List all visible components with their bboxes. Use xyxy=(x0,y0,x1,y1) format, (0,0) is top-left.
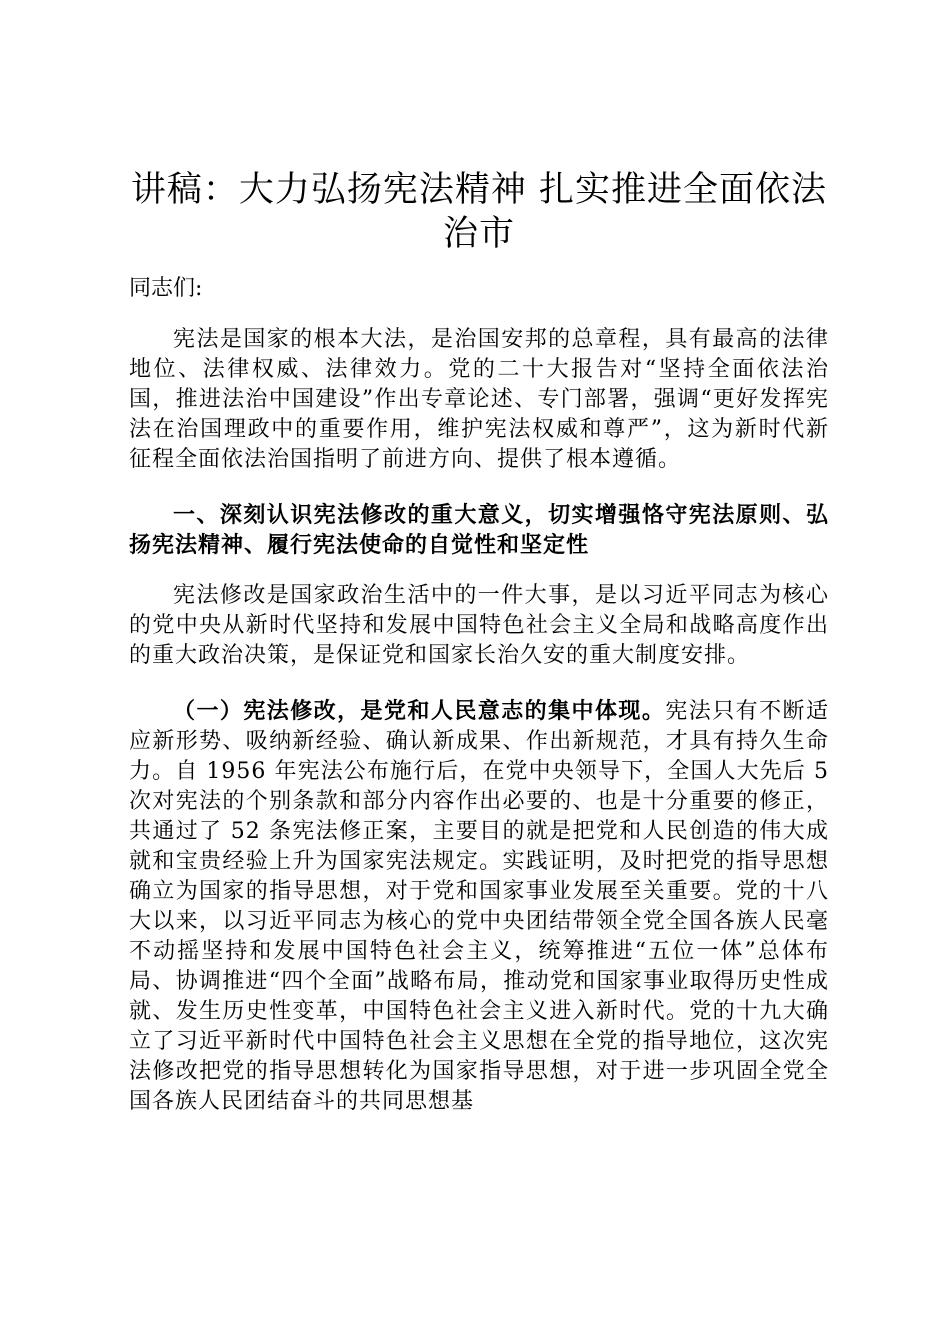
document-title: 讲稿：大力弘扬宪法精神 扎实推进全面依法治市 xyxy=(130,170,828,254)
section-1-paragraph: 宪法修改是国家政治生活中的一件大事，是以习近平同志为核心的党中央从新时代坚持和发展中国特色社会主义全局和战略高度作出的重大政治决策，是保证党和国家长治久安的重大制度安排。 xyxy=(129,583,829,668)
subsection-1-body: 宪法只有不断适应新形势、吸纳新经验、确认新成果、作出新规范，才具有持久生命力。自 1956 年宪法公布施行后，在党中央领导下，全国人大先后 5 次对宪法的个别条款和部分内容作出必要的、也是十分重要的修正，共通过了 52 条宪法修正案，主要目的就是把党和人民创造的伟大成就和宝贵经验上升为国家宪法规定。实践证明，及时把党的指导思想确立为国家的指导思想，对于党和国家事业发展至关重要。党的十八大以来，以习近平同志为核心的党中央团结带领全党全国各族人民毫不动摇坚持和发展中国特色社会主义，统筹推进“五位一体”总体布局、协调推进“四个全面”战略布局，推动党和国家事业取得历史性成就、发生历史性变革，中国特色社会主义进入新时代。党的十九大确立了习近平新时代中国特色社会主义思想在全党的指导地位，这次宪法修改把党的指导思想转化为国家指导思想，对于进一步巩固全党全国各族人民团结奋斗的共同思想基 xyxy=(129,699,829,1114)
subsection-1-lead: （一）宪法修改，是党和人民意志的集中体现。 xyxy=(173,698,666,724)
salutation: 同志们: xyxy=(129,276,203,301)
subsection-1-paragraph xyxy=(129,696,829,1117)
intro-paragraph: 宪法是国家的根本大法，是治国安邦的总章程，具有最高的法律地位、法律权威、法律效力。党的二十大报告对“坚持全面依法治国，推进法治中国建设”作出专章论述、专门部署，强调“更好发挥宪法在治国理政中的重要作用，维护宪法权威和尊严”，这为新时代新征程全面依法治国指明了前进方向、提供了根本遵循。 xyxy=(129,327,829,472)
document-body xyxy=(129,168,829,1117)
section-1-heading: 一、深刻认识宪法修改的重大意义，切实增强恪守宪法原则、弘扬宪法精神、履行宪法使命的自觉性和坚定性 xyxy=(129,502,829,558)
